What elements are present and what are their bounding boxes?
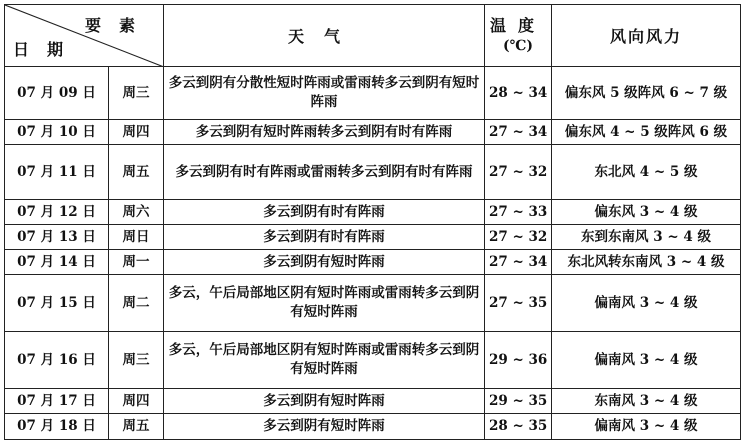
- wind-cell: 偏东风 4 ~ 5 级阵风 6 级: [552, 120, 741, 145]
- temp-cell: 27 ~ 33: [485, 200, 552, 225]
- date-cell: 07 月 15 日: [5, 275, 109, 332]
- table-row: [5, 200, 741, 225]
- weather-cell: 多云，午后局部地区阴有短时阵雨或雷雨转多云到阴有短时阵雨: [164, 332, 485, 389]
- wind-cell: 偏东风 5 级阵风 6 ~ 7 级: [552, 67, 741, 120]
- date-cell: 07 月 12 日: [5, 200, 109, 225]
- header-row: [5, 5, 741, 67]
- date-cell: 07 月 10 日: [5, 120, 109, 145]
- corner-header: [5, 5, 164, 67]
- weather-cell: 多云到阴有短时阵雨转多云到阴有时有阵雨: [164, 120, 485, 145]
- forecast-table: [4, 4, 741, 440]
- weather-cell: 多云到阴有短时阵雨: [164, 250, 485, 275]
- temp-cell: 27 ~ 34: [485, 120, 552, 145]
- weekday-cell: 周五: [109, 145, 164, 200]
- wind-cell: 偏南风 3 ~ 4 级: [552, 275, 741, 332]
- temp-cell: 29 ~ 35: [485, 389, 552, 414]
- weather-cell: 多云到阴有时有阵雨: [164, 225, 485, 250]
- weather-cell: 多云，午后局部地区阴有短时阵雨或雷雨转多云到阴有短时阵雨: [164, 275, 485, 332]
- temp-header-unit: (℃): [502, 37, 534, 54]
- table-row: [5, 120, 741, 145]
- temp-cell: 27 ~ 32: [485, 225, 552, 250]
- wind-cell: 偏东风 3 ~ 4 级: [552, 200, 741, 225]
- weekday-cell: 周二: [109, 275, 164, 332]
- wind-cell: 偏南风 3 ~ 4 级: [552, 332, 741, 389]
- wind-cell: 东到东南风 3 ~ 4 级: [552, 225, 741, 250]
- table-row: [5, 414, 741, 440]
- temp-cell: 28 ~ 35: [485, 414, 552, 440]
- weather-header: 天气: [164, 5, 485, 67]
- table-row: [5, 389, 741, 414]
- wind-cell: 东北风 4 ~ 5 级: [552, 145, 741, 200]
- temp-cell: 29 ~ 36: [485, 332, 552, 389]
- date-cell: 07 月 17 日: [5, 389, 109, 414]
- weekday-cell: 周六: [109, 200, 164, 225]
- date-cell: 07 月 18 日: [5, 414, 109, 440]
- wind-cell: 东南风 3 ~ 4 级: [552, 389, 741, 414]
- table-row: [5, 275, 741, 332]
- table-row: [5, 145, 741, 200]
- weekday-cell: 周三: [109, 332, 164, 389]
- temp-header-label: 温度: [489, 15, 546, 35]
- table-row: [5, 332, 741, 389]
- weather-cell: 多云到阴有短时阵雨: [164, 389, 485, 414]
- date-cell: 07 月 09 日: [5, 67, 109, 120]
- date-cell: 07 月 16 日: [5, 332, 109, 389]
- weekday-cell: 周三: [109, 67, 164, 120]
- weather-cell: 多云到阴有时有阵雨或雷雨转多云到阴有时有阵雨: [164, 145, 485, 200]
- weekday-cell: 周四: [109, 120, 164, 145]
- weekday-cell: 周一: [109, 250, 164, 275]
- weather-cell: 多云到阴有时有阵雨: [164, 200, 485, 225]
- weather-cell: 多云到阴有分散性短时阵雨或雷雨转多云到阴有短时阵雨: [164, 67, 485, 120]
- corner-bottom-label: 日期: [13, 40, 82, 59]
- weather-cell: 多云到阴有短时阵雨: [164, 414, 485, 440]
- temp-header: [485, 5, 552, 67]
- weekday-cell: 周日: [109, 225, 164, 250]
- date-cell: 07 月 14 日: [5, 250, 109, 275]
- weekday-cell: 周四: [109, 389, 164, 414]
- wind-header: 风向风力: [552, 5, 741, 67]
- temp-cell: 27 ~ 35: [485, 275, 552, 332]
- date-cell: 07 月 13 日: [5, 225, 109, 250]
- table-row: [5, 250, 741, 275]
- wind-cell: 偏南风 3 ~ 4 级: [552, 414, 741, 440]
- weekday-cell: 周五: [109, 414, 164, 440]
- date-cell: 07 月 11 日: [5, 145, 109, 200]
- table-row: [5, 225, 741, 250]
- table-row: [5, 67, 741, 120]
- corner-top-label: 要素: [84, 16, 153, 35]
- temp-cell: 27 ~ 34: [485, 250, 552, 275]
- temp-cell: 27 ~ 32: [485, 145, 552, 200]
- temp-cell: 28 ~ 34: [485, 67, 552, 120]
- wind-cell: 东北风转东南风 3 ~ 4 级: [552, 250, 741, 275]
